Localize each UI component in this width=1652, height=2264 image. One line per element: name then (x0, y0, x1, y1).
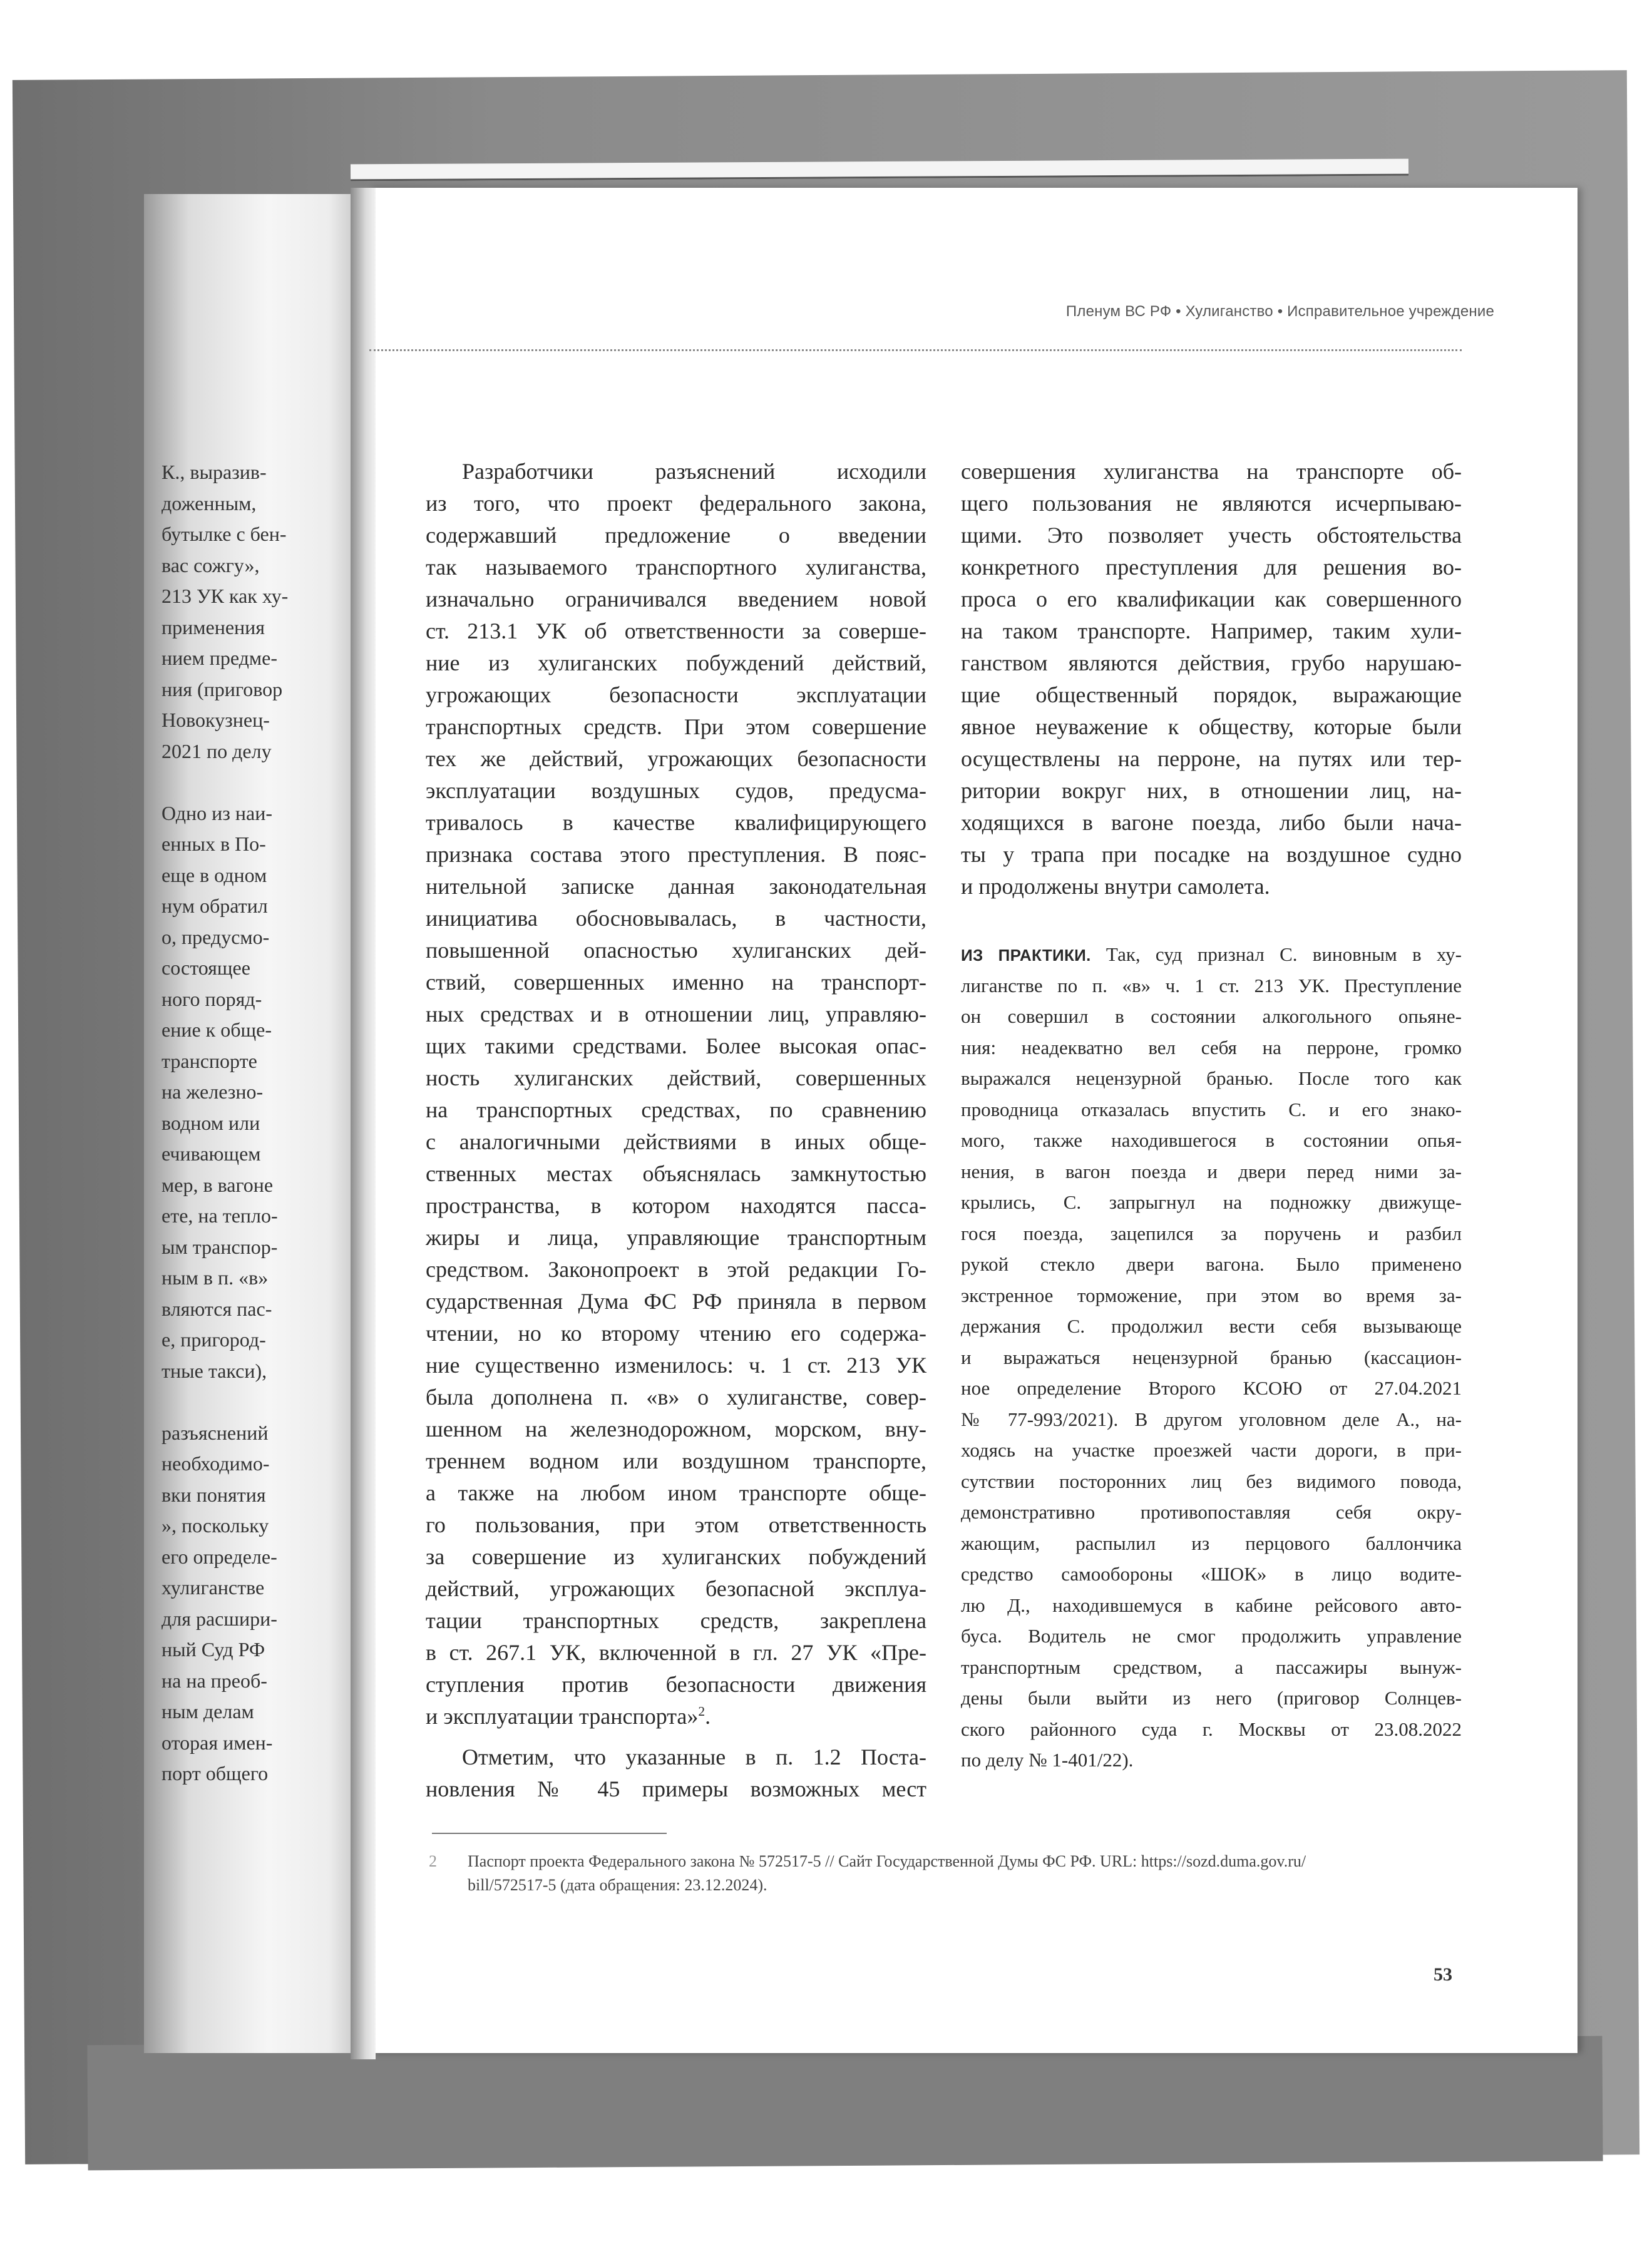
text-line: ное определение Второго КСОЮ от 27.04.2021 (961, 1377, 1462, 1399)
text-line: ст. 213.1 УК об ответственности за соверше- (426, 618, 926, 643)
practice-first-line-text: Так, суд признал С. виновным в ху- (1090, 943, 1462, 965)
text-line: ный Суд РФ (162, 1638, 265, 1661)
text-line: ствий, совершенных именно на транспорт- (426, 970, 926, 995)
text-line: ского районного суда г. Москвы от 23.08.2022 (961, 1718, 1462, 1740)
text-line: сутствии посторонних лиц без видимого повода, (961, 1470, 1462, 1492)
text-line: пространства, в котором находятся пасса- (426, 1193, 926, 1218)
text-line: явное неуважение к обществу, которые были (961, 714, 1462, 739)
footnote-reference[interactable]: 2 (698, 1704, 705, 1719)
text-line: из того, что проект федерального закона, (426, 491, 926, 516)
text-line: так называемого транспортного хулиганства, (426, 555, 926, 580)
text-line-content: Разработчики разъяснений исходили (462, 459, 926, 484)
text-line: о, предусмо- (162, 925, 270, 948)
text-line: новления № 45 примеры возможных мест (426, 1776, 926, 1801)
text-line: ния (приговор (162, 677, 283, 700)
text-line: », поскольку (162, 1514, 269, 1537)
footnote (429, 1850, 1468, 1897)
text-line: щие общественный порядок, выражающие (961, 682, 1462, 707)
text-line: щего пользования не являются исчерпываю- (961, 491, 1462, 516)
text-line: ние из хулиганских побуждений действий, (426, 650, 926, 675)
text-line: демонстративно противопоставляя себя окру- (961, 1501, 1462, 1523)
text-line: а также на любом ином транспорте обще- (426, 1480, 926, 1505)
text-line: щими. Это позволяет учесть обстоятельства (961, 523, 1462, 548)
text-line: Новокузнец- (162, 709, 270, 731)
book-spine (351, 188, 376, 2059)
text-line: проводница отказалась впустить С. и его знако- (961, 1098, 1462, 1120)
text-line: в ст. 267.1 УК, включенной в гл. 27 УК «Пре- (426, 1640, 926, 1665)
text-line: 2021 по делу (162, 739, 272, 762)
text-line: дены были выйти из него (приговор Солнцев- (961, 1687, 1462, 1709)
practice-label: ИЗ ПРАКТИКИ. (961, 946, 1091, 965)
text-line: на железно- (162, 1080, 264, 1103)
left-page-strip (144, 194, 369, 2053)
text-line: вляются пас- (162, 1297, 272, 1320)
text-line: проса о его квалификации как совершенного (961, 586, 1462, 612)
text-line: ступления против безопасности движения (426, 1672, 926, 1697)
text-line: угрожающих безопасности эксплуатации (426, 682, 926, 707)
text-line: ственных местах объяснялась замкнутостью (426, 1161, 926, 1186)
text-line: ного поряд- (162, 987, 262, 1010)
paragraph-gap (162, 1386, 368, 1418)
text-line: ность хулиганских действий, совершенных (426, 1065, 926, 1090)
text-line: бутылке с бен- (162, 523, 287, 545)
text-line: ритории вокруг них, в отношении лиц, на- (961, 778, 1462, 803)
text-line: действий, угрожающих безопасной эксплуа- (426, 1576, 926, 1601)
text-line: и выражаться нецензурной бранью (кассацион- (961, 1346, 1462, 1368)
text-line: ганством являются действия, грубо нарушаю- (961, 650, 1462, 675)
text-line: еще в одном (162, 863, 267, 886)
text-line: буса. Водитель не смог продолжить управление (961, 1625, 1462, 1647)
text-line: 213 УК как ху- (162, 585, 289, 607)
text-line: ходясь на участке проезжей части дороги, в при- (961, 1439, 1462, 1461)
text-line: на на преоб- (162, 1669, 267, 1692)
text-line: оторая имен- (162, 1731, 273, 1754)
text-line: ным делам (162, 1700, 254, 1723)
text-line: вас сожгу», (162, 553, 260, 576)
text-line: и эксплуатации транспорта»$^2$. (426, 1704, 711, 1729)
text-line: по делу № 1-401/22). (961, 1749, 1134, 1771)
text-line: нием предме- (162, 647, 277, 669)
text-line: для расшири- (162, 1607, 277, 1630)
text-line: содержавший предложение о введении (426, 523, 926, 548)
text-line: ходящихся в вагоне поезда, либо были нача- (961, 810, 1462, 835)
text-line: К., выразив- (162, 461, 267, 483)
text-line: изначально ограничивался введением новой (426, 586, 926, 612)
text-line: выражался нецензурной бранью. После того как (961, 1067, 1462, 1089)
text-line: № 77-993/2021). В другом уголовном деле А., на- (961, 1408, 1462, 1430)
text-line: сударственная Дума ФС РФ приняла в первом (426, 1289, 926, 1314)
text-line: жиры и лица, управляющие транспортным (426, 1225, 926, 1250)
text-line: Паспорт проекта Федерального закона № 572517-5 // Сайт Государственной Думы ФС РФ. URL: https://sozd.duma.gov.ru/ (468, 1852, 1306, 1870)
text-line: ным в п. «в» (162, 1266, 269, 1289)
text-line: ете, на тепло- (162, 1204, 278, 1227)
text-line: состоящее (162, 956, 250, 979)
footnote-number: 2 (429, 1852, 437, 1870)
text-line: тривалось в качестве квалифицирующего (426, 810, 926, 835)
text-line: рукой стекло двери вагона. Было применено (961, 1253, 1462, 1275)
text-line: го пользования, при этом ответственность (426, 1512, 926, 1537)
text-line: на транспортных средствах, по сравнению (426, 1097, 926, 1122)
text-line: чтении, но ко второму чтению его содержа- (426, 1321, 926, 1346)
text-line: совершения хулиганства на транспорте об- (961, 459, 1462, 484)
text-line: средство самообороны «ШОК» в лицо водите- (961, 1563, 1462, 1585)
text-line: вки понятия (162, 1483, 266, 1506)
text-line: тации транспортных средств, закреплена (426, 1608, 926, 1633)
text-line: держания С. продолжил вести себя вызывающе (961, 1315, 1462, 1337)
footnote-rule (432, 1833, 667, 1834)
page-number: 53 (1434, 1964, 1452, 1985)
text-line: треннем водном или воздушном транспорте, (426, 1448, 926, 1473)
practice-box (961, 939, 1462, 1776)
text-line: конкретного преступления для решения во- (961, 555, 1462, 580)
text-line: ты у трапа при посадке на воздушное судно (961, 842, 1462, 867)
running-head: Пленум ВС РФ • Хулиганство • Исправительное учреждение (1065, 303, 1494, 320)
text-line: доженным, (162, 491, 257, 515)
column-left (426, 456, 926, 1805)
text-line: гося поезда, зацепился за поручень и разбил (961, 1222, 1462, 1244)
text-line: ение к обще- (162, 1018, 272, 1041)
text-line: ние существенно изменилось: ч. 1 ст. 213 УК (426, 1353, 926, 1378)
text-line: применения (162, 615, 265, 638)
text-line: транспортных средств. При этом совершение (426, 714, 926, 739)
text-line: мого, также находившегося в состоянии опья- (961, 1129, 1462, 1151)
text-line: осуществлены на перроне, на путях или тер- (961, 746, 1462, 771)
text-line: нения, в вагон поезда и двери перед ними за- (961, 1160, 1462, 1182)
text-line: за совершение из хулиганских побуждений (426, 1544, 926, 1569)
text-line: необходимо- (162, 1452, 270, 1475)
text-line (426, 1741, 926, 1773)
text-line: тные такси), (162, 1359, 267, 1382)
text-line: он совершил в состоянии алкогольного опьяне- (961, 1005, 1462, 1027)
text-line: повышенной опасностью хулиганских дей- (426, 938, 926, 963)
text-line: и продолжены внутри самолета. (961, 874, 1270, 899)
text-line: на таком транспорте. Например, таким хули- (961, 618, 1462, 643)
text-line: хулиганстве (162, 1576, 265, 1599)
text-line: инициатива обосновывалась, в частности, (426, 906, 926, 931)
text-line: средством. Законопроект в этой редакции Го- (426, 1257, 926, 1282)
column-right (961, 456, 1462, 903)
text-line: водном или (162, 1111, 260, 1134)
text-line: его определе- (162, 1545, 277, 1568)
footnote-text (468, 1850, 1468, 1897)
left-page-text (162, 457, 368, 1790)
text-line: тех же действий, угрожающих безопасности (426, 746, 926, 771)
text-line: разъяснений (162, 1421, 269, 1444)
text-line: транспортным средством, а пассажиры вынуж- (961, 1656, 1462, 1678)
text-line-content: Отметим, что указанные в п. 1.2 Поста- (462, 1744, 926, 1770)
text-line (426, 456, 926, 488)
text-line: ым транспор- (162, 1235, 278, 1258)
text-line: с аналогичными действиями в иных обще- (426, 1129, 926, 1154)
text-line: Одно из наи- (162, 801, 272, 824)
text-line: шенном на железнодорожном, морском, вну- (426, 1416, 926, 1442)
text-line: жающим, распылил из перцового баллончика (961, 1532, 1462, 1554)
text-line: щих такими средствами. Более высокая опас- (426, 1033, 926, 1058)
text-line: е, пригород- (162, 1328, 266, 1351)
text-line: экстренное торможение, при этом во время за- (961, 1284, 1462, 1306)
text-line: лиганстве по п. «в» ч. 1 ст. 213 УК. Преступление (961, 974, 1462, 996)
text-line: ных средствах и в отношении лиц, управляю- (426, 1001, 926, 1027)
text-line: нум обратил (162, 894, 268, 917)
header-rule (369, 349, 1462, 351)
paragraph-gap (162, 767, 368, 798)
text-line: порт общего (162, 1762, 269, 1785)
text-line: нительной записке данная законодательная (426, 874, 926, 899)
text-line: была дополнена п. «в» о хулиганстве, совер- (426, 1385, 926, 1410)
text-line: эксплуатации воздушных судов, предусма- (426, 778, 926, 803)
text-line: ечивающем (162, 1142, 261, 1165)
scanner-shadow-bottom (87, 2036, 1603, 2171)
text-line: крылись, С. запрыгнул на подножку движуще- (961, 1191, 1462, 1213)
text-line: транспорте (162, 1049, 257, 1072)
text-line: ния: неадекватно вел себя на перроне, громко (961, 1036, 1462, 1058)
text-line: лю Д., находившемуся в кабине рейсового авто- (961, 1594, 1462, 1616)
text-line: bill/572517-5 (дата обращения: 23.12.2024). (468, 1876, 767, 1894)
text-line: енных в По- (162, 832, 266, 855)
text-line: признака состава этого преступления. В пояс- (426, 842, 926, 867)
practice-first-line (961, 939, 1462, 970)
text-line: мер, в вагоне (162, 1173, 274, 1196)
